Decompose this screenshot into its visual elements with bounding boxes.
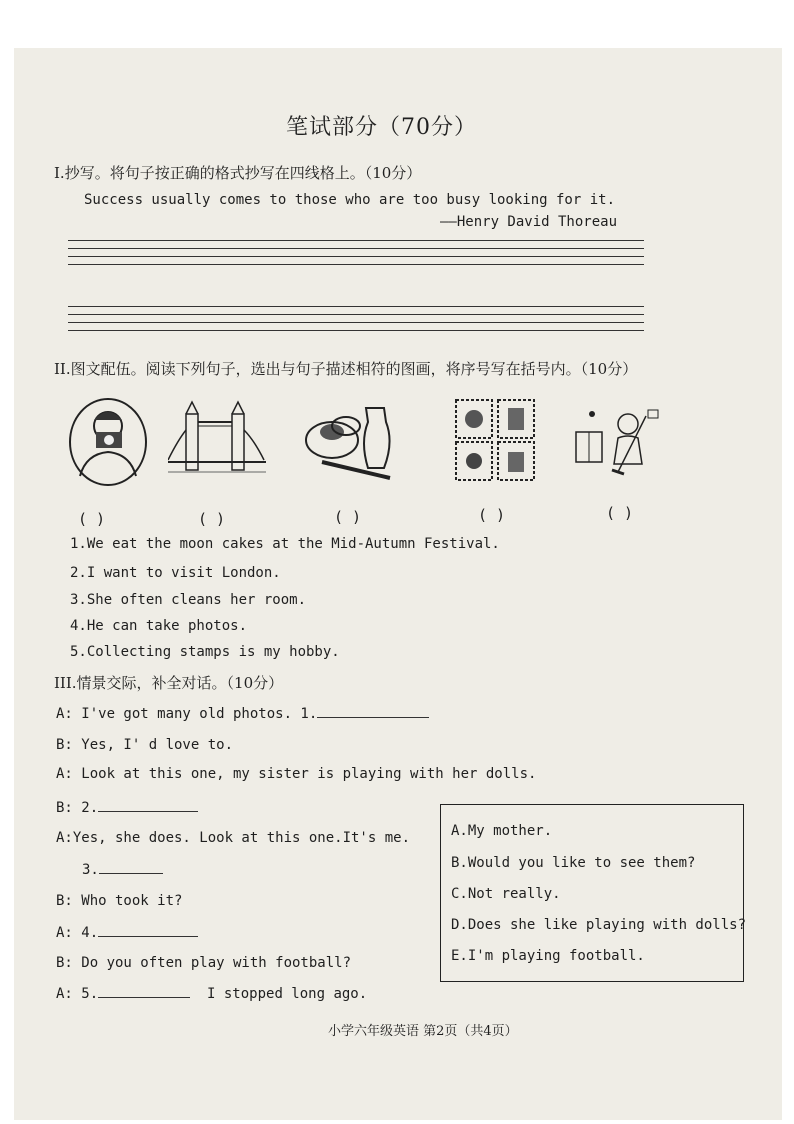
section-3-heading: III.情景交际，补全对话。（10分） xyxy=(54,674,284,692)
dialogue-text-4: B: 2. xyxy=(56,800,99,816)
dialogue-text-6: 3. xyxy=(82,862,99,878)
cleaning-girl-icon xyxy=(572,402,662,478)
sentence-2: 2.I want to visit London. xyxy=(70,565,281,581)
sentence-1: 1.We eat the moon cakes at the Mid-Autumn Festival. xyxy=(70,536,500,552)
answer-paren-4[interactable]: ( ) xyxy=(478,506,506,524)
dialogue-line-9: B: Do you often play with football? xyxy=(56,955,352,971)
option-d: D.Does she like playing with dolls? xyxy=(451,917,747,933)
dialogue-line-4 xyxy=(56,800,198,816)
dialogue-line-2: B: Yes, I' d love to. xyxy=(56,737,234,753)
sentence-5: 5.Collecting stamps is my hobby. xyxy=(70,644,340,660)
stamps-icon xyxy=(454,398,536,482)
camera-man-icon xyxy=(66,396,150,488)
blank-5[interactable] xyxy=(98,997,190,998)
dialogue-line-3: A: Look at this one, my sister is playing with her dolls. xyxy=(56,766,537,782)
sentence-4: 4.He can take photos. xyxy=(70,618,248,634)
answer-paren-2[interactable]: ( ) xyxy=(198,510,226,528)
option-a: A.My mother. xyxy=(451,823,553,839)
answer-paren-3[interactable]: ( ) xyxy=(334,508,362,526)
blank-3[interactable] xyxy=(99,873,163,874)
section-2-heading: II.图文配伍。阅读下列句子，选出与句子描述相符的图画，将序号写在括号内。（10分） xyxy=(54,360,638,378)
four-line-grid-2[interactable] xyxy=(68,306,644,338)
dialogue-text-1: A: I've got many old photos. 1. xyxy=(56,706,318,722)
dialogue-line-1 xyxy=(56,706,429,722)
tower-bridge-icon xyxy=(168,400,268,480)
blank-1[interactable] xyxy=(317,717,429,718)
blank-4[interactable] xyxy=(98,936,198,937)
dialogue-line-8 xyxy=(56,925,198,941)
page-title: 笔试部分（70分） xyxy=(286,115,477,140)
dialogue-text-8: A: 4. xyxy=(56,925,99,941)
quote-text: Success usually comes to those who are too busy looking for it. xyxy=(84,192,616,208)
option-e: E.I'm playing football. xyxy=(451,948,645,964)
dialogue-line-5: A:Yes, she does. Look at this one.It's me. xyxy=(56,830,411,846)
options-box xyxy=(440,804,747,982)
mooncakes-icon xyxy=(302,402,398,482)
answer-paren-5[interactable]: ( ) xyxy=(606,504,634,522)
dialogue-text-10b: I stopped long ago. xyxy=(207,986,368,1002)
section-1-heading: I.抄写。将句子按正确的格式抄写在四线格上。（10分） xyxy=(54,164,422,182)
quote-author: ——Henry David Thoreau xyxy=(440,214,618,230)
page-footer: 小学六年级英语 第2页（共4页） xyxy=(328,1024,518,1039)
four-line-grid-1[interactable] xyxy=(68,240,644,272)
blank-2[interactable] xyxy=(98,811,198,812)
dialogue-text-10: A: 5. xyxy=(56,986,99,1002)
dialogue-line-10 xyxy=(56,986,367,1002)
sentence-3: 3.She often cleans her room. xyxy=(70,592,307,608)
answer-paren-1[interactable]: ( ) xyxy=(78,510,106,528)
dialogue-line-6 xyxy=(82,862,163,878)
option-c: C.Not really. xyxy=(451,886,561,902)
option-b: B.Would you like to see them? xyxy=(451,855,696,871)
dialogue-line-7: B: Who took it? xyxy=(56,893,183,909)
